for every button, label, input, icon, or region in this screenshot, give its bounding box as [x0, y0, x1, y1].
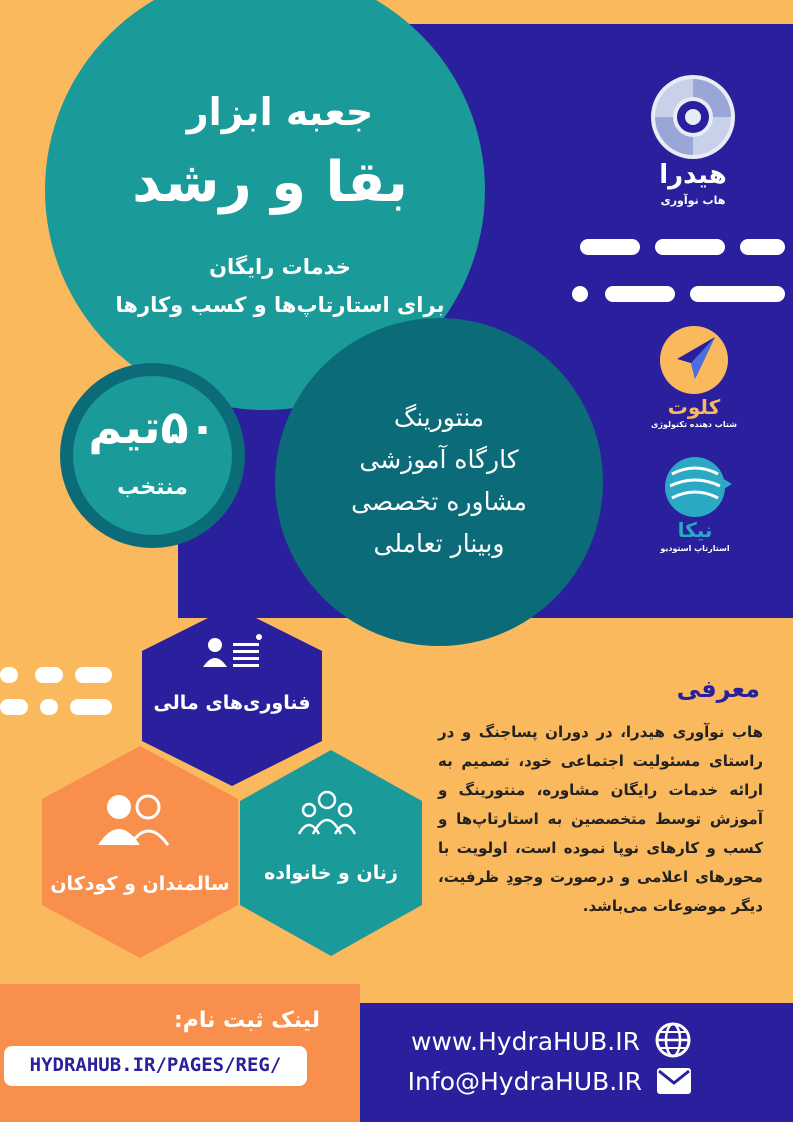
service-item: وبینار تعاملی [373, 529, 505, 558]
registration-link[interactable]: HYDRAHUB.IR/PAGES/REG/ [29, 1054, 282, 1076]
poster-title-line1: جعبه ابزار [186, 90, 374, 134]
decor-dot [40, 699, 58, 715]
fintech-label: فناوری‌های مالی [153, 692, 311, 714]
decor-dash [35, 667, 63, 683]
nika-logo-icon [660, 454, 734, 520]
contact-band [360, 1003, 793, 1122]
team-count: ۵۰تیم [88, 400, 217, 454]
family-icon [297, 790, 357, 836]
poster-subtitle-line1: خدمات رایگان [209, 255, 351, 279]
kalout-logo-tagline: شتاب دهنده تکنولوژی [651, 420, 737, 429]
decor-dot [0, 667, 18, 683]
decor-dash [605, 286, 675, 302]
intro-title: معرفی [676, 675, 760, 703]
nika-logo-tagline: استارتاپ استودیو [660, 544, 730, 553]
women-family-label: زنان و خانواده [264, 862, 398, 884]
mail-icon [657, 1068, 691, 1094]
decor-dash [70, 699, 112, 715]
poster-title-line2: بقا و رشد [132, 150, 408, 215]
decor-dash [0, 699, 28, 715]
decor-dash [690, 286, 785, 302]
service-item: منتورینگ [393, 403, 485, 432]
women-family-hexagon [238, 748, 424, 958]
globe-icon [655, 1022, 691, 1058]
hydra-logo-name: هیدرا [659, 160, 727, 190]
elderly-children-hexagon [40, 744, 240, 960]
decor-dash [75, 667, 112, 683]
hydra-logo-tagline: هاب نوآوری [660, 194, 726, 207]
person-document-icon [203, 633, 263, 669]
website-link[interactable]: www.HydraHUB.IR [411, 1027, 640, 1056]
decor-dash [740, 239, 785, 255]
service-item: کارگاه آموزشی [359, 445, 519, 474]
registration-label: لینک ثبت نام: [173, 1008, 320, 1033]
elderly-children-label: سالمندان و کودکان [50, 873, 230, 895]
nika-logo-name: نیکا [677, 518, 713, 542]
team-label: منتخب [117, 475, 188, 500]
people-icon [96, 793, 170, 847]
decor-dash [580, 239, 640, 255]
service-item: مشاوره تخصصی [351, 487, 527, 516]
kalout-logo-icon [659, 325, 729, 395]
intro-body: هاب نوآوری هیدرا، در دوران پساجنگ و در راستای مسئولیت اجتماعی خود، تصمیم به ارائه خدمات رایگان مشاوره، منتورینگ و آموزش توسط متخصصین به استارتاپ‌ها و کسب و کارهای نوپا نموده است، اولویت با محورهای اعلامی و درصورت وجودِ ظرفیت، دیگر موضوعات می‌باشد. [438, 723, 763, 915]
poster-subtitle-line2: برای استارتاپ‌ها و کسب وکارها [115, 293, 445, 317]
kalout-logo-name: کلوت [667, 395, 721, 419]
decor-dot [572, 286, 588, 302]
decor-dash [655, 239, 725, 255]
hydra-logo-icon [650, 74, 736, 160]
email-link[interactable]: Info@HydraHUB.IR [407, 1067, 642, 1096]
services-list [300, 397, 578, 565]
